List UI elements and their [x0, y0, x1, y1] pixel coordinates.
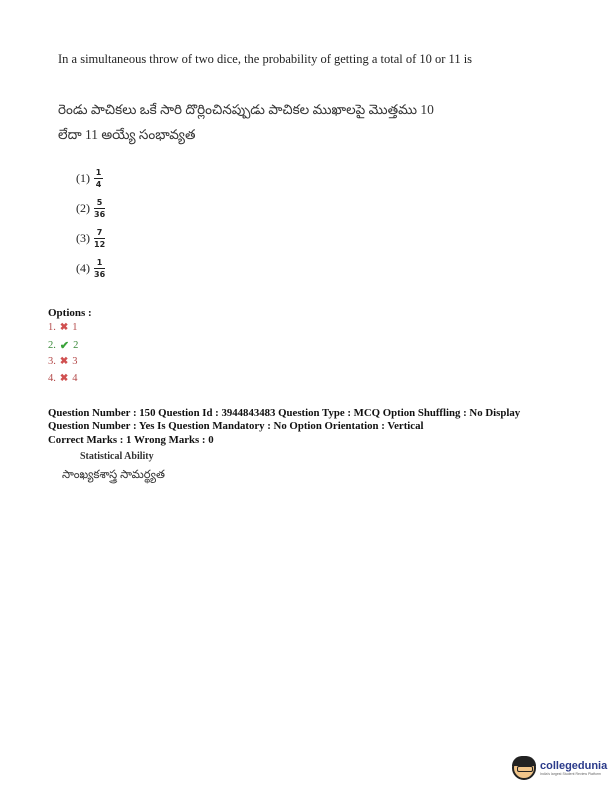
question-telugu-line1: రెండు పాచికలు ఒకే సారి దొర్లించినప్పుడు పాచికల ముఖాలపై మొత్తము 10 [58, 102, 434, 117]
option-value: 1 [72, 322, 78, 333]
logo-name: collegedunia [540, 760, 608, 772]
option-3 [48, 356, 78, 367]
choice-2 [76, 198, 105, 219]
numerator: 1 [96, 258, 103, 267]
cross-icon: ✖ [59, 373, 69, 384]
mascot-icon [512, 756, 536, 780]
choice-label: (4) [76, 261, 90, 275]
fraction [94, 258, 105, 279]
fraction [94, 198, 105, 219]
option-index: 1. [48, 322, 56, 333]
choice-label: (2) [76, 201, 90, 215]
option-value: 4 [72, 373, 78, 384]
denominator: 4 [95, 180, 102, 189]
option-index: 2. [48, 340, 56, 351]
cross-icon: ✖ [59, 322, 69, 333]
subject-english: Statistical Ability [80, 451, 154, 462]
choice-4 [76, 258, 105, 279]
question-meta-line1: Question Number : 150 Question Id : 3944843483 Question Type : MCQ Option Shuffling : No Display [48, 407, 521, 419]
cross-icon: ✖ [59, 356, 69, 367]
option-value: 3 [72, 356, 78, 367]
denominator: 12 [94, 240, 106, 249]
numerator: 1 [95, 168, 102, 177]
subject-telugu: సాంఖ్యకశాస్త్ర సామర్థ్యత [62, 469, 165, 481]
check-icon: ✔ [59, 340, 70, 352]
collegedunia-logo [512, 748, 608, 788]
option-1 [48, 322, 78, 333]
question-meta-line3: Correct Marks : 1 Wrong Marks : 0 [48, 434, 214, 446]
numerator: 7 [96, 228, 103, 237]
denominator: 36 [94, 270, 106, 279]
choice-1 [76, 168, 103, 189]
logo-tagline: India's largest Student Review Platform [540, 772, 601, 776]
choice-label: (3) [76, 231, 90, 245]
option-4 [48, 373, 78, 384]
question-meta-line2: Question Number : Yes Is Question Mandatory : No Option Orientation : Vertical [48, 420, 424, 432]
choice-3 [76, 228, 105, 249]
numerator: 5 [96, 198, 103, 207]
question-telugu-line2: లేదా 11 అయ్యే సంభావ్యత [58, 127, 196, 142]
fraction [94, 228, 105, 249]
fraction [94, 168, 103, 189]
option-index: 4. [48, 373, 56, 384]
denominator: 36 [94, 210, 106, 219]
options-title: Options : [48, 307, 92, 319]
option-2 [48, 339, 78, 352]
option-value: 2 [73, 340, 79, 351]
question-english: In a simultaneous throw of two dice, the probability of getting a total of 10 or 11 is [58, 52, 473, 66]
question-telugu [58, 97, 518, 147]
option-index: 3. [48, 356, 56, 367]
choice-label: (1) [76, 171, 90, 185]
